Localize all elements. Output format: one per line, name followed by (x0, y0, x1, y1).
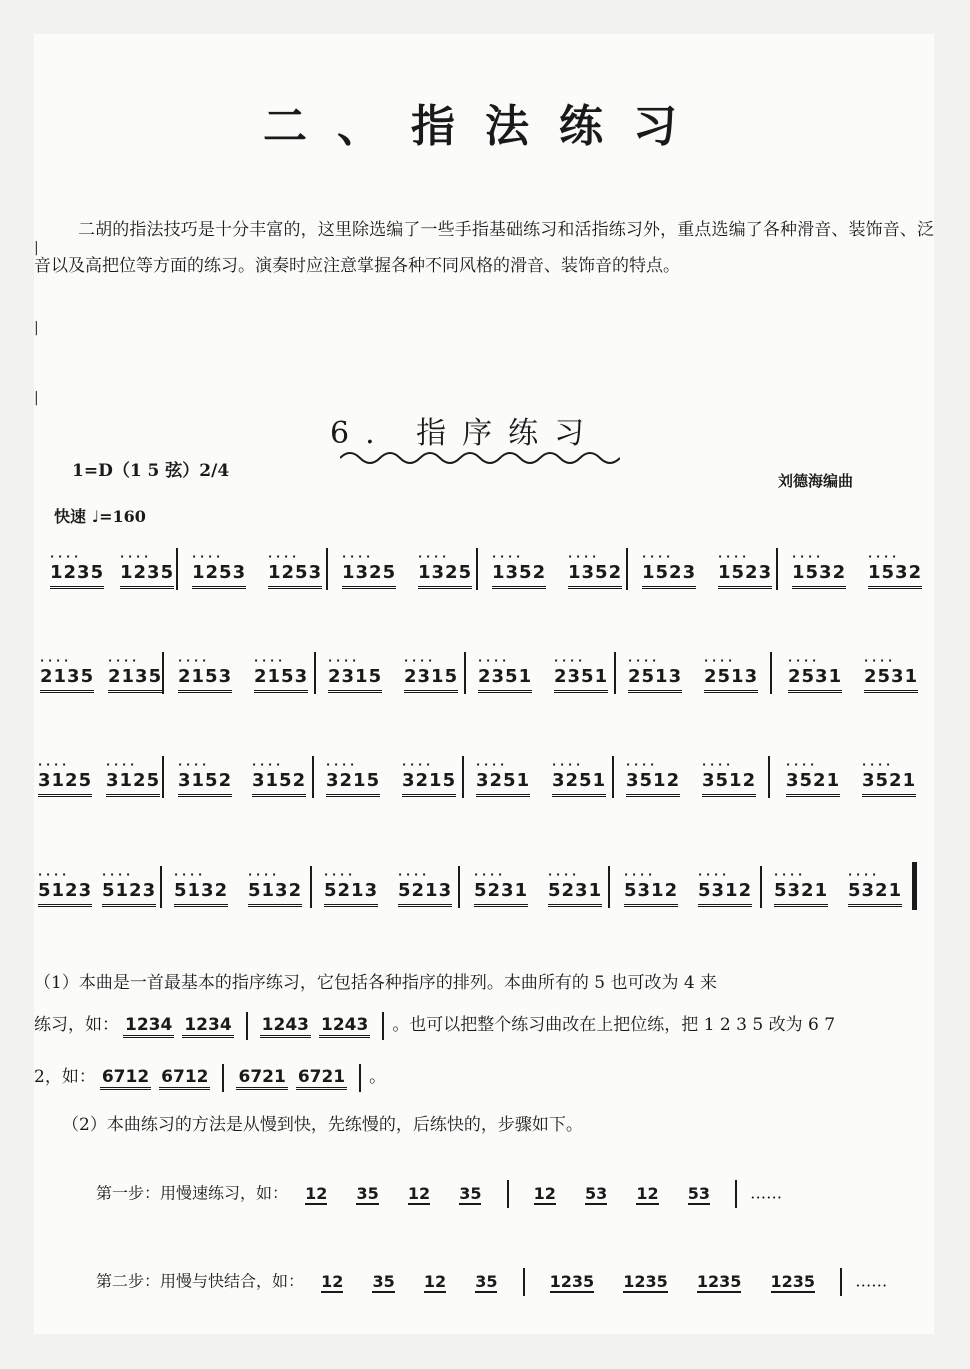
step-tail: …… (855, 1271, 888, 1291)
barline (246, 1012, 248, 1040)
step-tail: …… (750, 1183, 783, 1203)
step-2 (96, 1268, 887, 1296)
note-group: · · · · 3215 (326, 760, 380, 791)
barline (160, 866, 162, 908)
note-group: · · · · 2315 (328, 656, 382, 687)
barline (768, 756, 770, 798)
final-barline (912, 862, 917, 910)
step-notes: 12 (407, 1183, 431, 1203)
barline (314, 652, 316, 694)
page-title: 二、指法练习 (263, 101, 707, 152)
step-notes: 12 (423, 1271, 447, 1291)
step-notes: 12 (533, 1183, 556, 1203)
barline (476, 548, 478, 590)
note-group: · · · · 5213 (324, 870, 378, 901)
step-notes: 12 (321, 1271, 344, 1291)
note-group: · · · · 1325 (418, 552, 472, 583)
note-group: · · · · 3125 (106, 760, 160, 791)
margin-mark: | (34, 390, 39, 406)
step-notes: 35 (459, 1183, 482, 1203)
note-group: · · · · 5231 (474, 870, 528, 901)
score-row-3 (36, 760, 926, 826)
note-group: · · · · 1253 (268, 552, 322, 583)
note-group: · · · · 5132 (174, 870, 228, 901)
note-group: · · · · 1532 (868, 552, 922, 583)
example-notes: 1234 (182, 1015, 233, 1038)
barline (612, 756, 614, 798)
barline (608, 866, 610, 908)
note-text: 。 (369, 1067, 387, 1087)
barline (458, 866, 460, 908)
step-notes: 12 (636, 1183, 659, 1203)
note-group: · · · · 2351 (478, 656, 532, 687)
note-text: 2，如： (34, 1067, 96, 1087)
note-group: · · · · 2531 (788, 656, 842, 687)
note-group: · · · · 2315 (404, 656, 458, 687)
note-group: · · · · 2135 (40, 656, 94, 687)
note-group: · · · · 5321 (848, 870, 902, 901)
barline (462, 756, 464, 798)
note-group: · · · · 2531 (864, 656, 918, 687)
barline (735, 1180, 737, 1208)
note-group: · · · · 1523 (718, 552, 772, 583)
barline (222, 1064, 224, 1092)
step-notes: 53 (585, 1183, 608, 1203)
step-notes: 35 (475, 1271, 498, 1291)
note-group: · · · · 3251 (552, 760, 606, 791)
step-label: 第二步：用慢与快结合，如： (96, 1271, 305, 1291)
score-row-1 (36, 552, 926, 618)
barline (523, 1268, 525, 1296)
note-group: · · · · 3521 (786, 760, 840, 791)
note-group: · · · · 2153 (178, 656, 232, 687)
step-notes: 1235 (696, 1271, 742, 1291)
note-group: · · · · 1352 (568, 552, 622, 583)
note-group: · · · · 2513 (704, 656, 758, 687)
note-group: · · · · 1235 (120, 552, 174, 583)
note-group: · · · · 5231 (548, 870, 602, 901)
step-notes: 53 (687, 1183, 710, 1203)
note-group: · · · · 3125 (38, 760, 92, 791)
note-group: · · · · 1523 (642, 552, 696, 583)
example-notes: 6712 (100, 1067, 151, 1090)
barline (464, 652, 466, 694)
section-title: 6. 指序练习 (330, 416, 601, 451)
example-notes: 1243 (260, 1015, 311, 1038)
step-label: 第一步：用慢速练习，如： (96, 1183, 289, 1203)
example-notes: 6712 (159, 1067, 210, 1090)
step-notes: 35 (372, 1271, 395, 1291)
barline (312, 756, 314, 798)
barline (840, 1268, 842, 1296)
composer: 刘德海编曲 (778, 472, 854, 490)
note-group: · · · · 5132 (248, 870, 302, 901)
note-2: （2）本曲练习的方法是从慢到快，先练慢的，后练快的，步骤如下。 (62, 1115, 583, 1135)
step-notes: 12 (305, 1183, 328, 1203)
barline (310, 866, 312, 908)
note-group: · · · · 3521 (862, 760, 916, 791)
note-1-line-3 (34, 1062, 934, 1092)
barline (760, 866, 762, 908)
note-group: · · · · 1325 (342, 552, 396, 583)
wavy-underline (340, 448, 620, 468)
note-group: · · · · 3215 (402, 760, 456, 791)
barline (614, 652, 616, 694)
note-group: · · · · 5123 (38, 870, 92, 901)
note-group: · · · · 1532 (792, 552, 846, 583)
note-group: · · · · 3251 (476, 760, 530, 791)
note-group: · · · · 2135 (108, 656, 162, 687)
example-notes: 1234 (123, 1015, 174, 1038)
barline (359, 1064, 361, 1092)
note-group: · · · · 5321 (774, 870, 828, 901)
step-notes: 1235 (770, 1271, 816, 1291)
barline (162, 756, 164, 798)
margin-mark: | (34, 240, 39, 256)
step-1 (96, 1180, 782, 1208)
note-group: · · · · 3512 (702, 760, 756, 791)
key-signature: 1=D（1 5 弦）2/4 (72, 461, 230, 481)
note-text: 。也可以把整个练习曲改在上把位练，把 1 2 3 5 改为 6 7 (392, 1015, 836, 1035)
step-notes: 35 (356, 1183, 379, 1203)
barline (382, 1012, 384, 1040)
barline (162, 652, 164, 694)
note-group: · · · · 2513 (628, 656, 682, 687)
example-notes: 6721 (296, 1067, 347, 1090)
note-group: · · · · 5312 (698, 870, 752, 901)
note-text: 练习，如： (34, 1015, 119, 1035)
note-group: · · · · 1235 (50, 552, 104, 583)
note-group: · · · · 3152 (252, 760, 306, 791)
barline (770, 652, 772, 694)
note-1-line-2 (34, 1010, 934, 1040)
barline (176, 548, 178, 590)
note-group: · · · · 2153 (254, 656, 308, 687)
note-1-line-1: （1）本曲是一首最基本的指序练习，它包括各种指序的排列。本曲所有的 5 也可改为 4 来 (34, 973, 718, 993)
note-group: · · · · 5123 (102, 870, 156, 901)
intro-paragraph: 二胡的指法技巧是十分丰富的，这里除选编了一些手指基础练习和活指练习外，重点选编了各种滑音、装饰音、泛音以及高把位等方面的练习。演奏时应注意掌握各种不同风格的滑音、装饰音的特点。 (34, 220, 934, 276)
note-group: · · · · 5213 (398, 870, 452, 901)
example-notes: 1243 (319, 1015, 370, 1038)
step-notes: 1235 (623, 1271, 668, 1291)
tempo-marking: 快速 ♩=160 (54, 507, 146, 526)
margin-mark: | (34, 320, 39, 336)
barline (507, 1180, 509, 1208)
note-group: · · · · 2351 (554, 656, 608, 687)
note-group: · · · · 1253 (192, 552, 246, 583)
note-group: · · · · 5312 (624, 870, 678, 901)
step-notes: 1235 (549, 1271, 595, 1291)
score-row-2 (36, 656, 926, 722)
note-group: · · · · 3152 (178, 760, 232, 791)
example-notes: 6721 (236, 1067, 287, 1090)
note-group: · · · · 1352 (492, 552, 546, 583)
barline (626, 548, 628, 590)
note-group: · · · · 3512 (626, 760, 680, 791)
barline (776, 548, 778, 590)
barline (326, 548, 328, 590)
score-row-4 (36, 870, 926, 936)
